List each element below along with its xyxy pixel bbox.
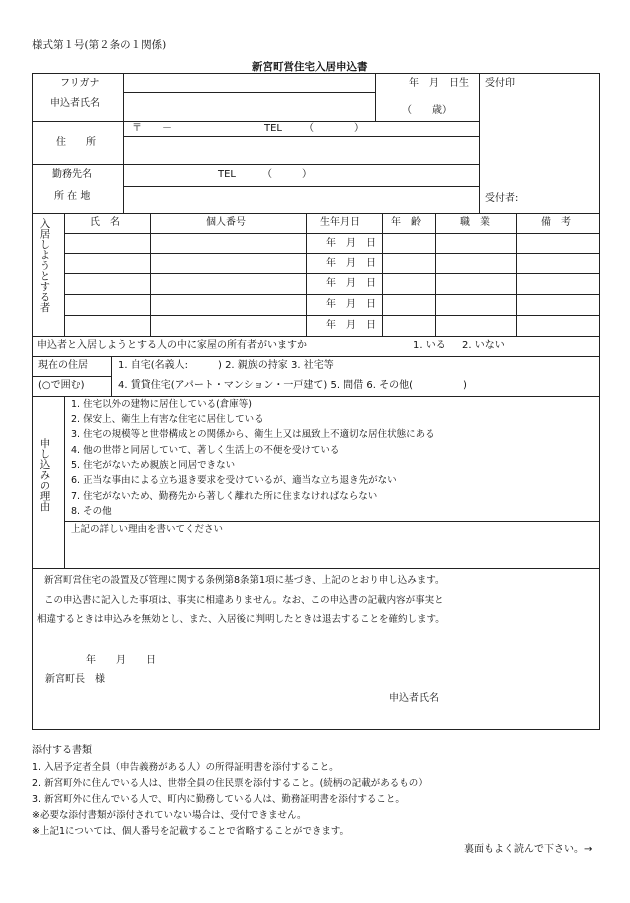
divider (382, 213, 383, 336)
current-housing-label: 現在の住居 (38, 360, 88, 371)
reason-item: 8. その他 (71, 506, 112, 517)
col-header-name: 氏 名 (90, 217, 120, 228)
divider (64, 396, 65, 568)
postal-mark: 〒 － (132, 123, 172, 134)
address-label: 住 所 (56, 137, 96, 148)
reason-item: 3. 住宅の規模等と世帯構成との関係から、衛生上又は風致上不適切な居住状態にある (71, 429, 435, 440)
residents-side-label: 入居しようとする者 (38, 218, 51, 313)
divider (32, 164, 479, 165)
row-birthdate: 年 月 日 (326, 238, 376, 249)
divider (516, 213, 517, 336)
reason-item: 6. 正当な事由による立ち退き要求を受けているが、適当な立ち退き先がない (71, 475, 397, 486)
divider (123, 73, 124, 213)
col-header-birthdate: 生年月日 (320, 217, 360, 228)
declaration-date: 年 月 日 (86, 655, 156, 666)
reason-item: 7. 住宅がないため、勤務先から著しく離れた所に住まなければならない (71, 491, 378, 502)
furigana-label: フリガナ (60, 78, 100, 89)
divider (375, 73, 376, 121)
declaration-line-1: 新宮町営住宅の設置及び管理に関する条例第8条第1項に基づき、上記のとおり申し込みます。 (44, 575, 445, 586)
address-tel-label: TEL (264, 123, 282, 134)
divider (64, 253, 600, 254)
attachment-item: 3. 新宮町外に住んでいる人で、町内に勤務している人は、勤務証明書を添付すること。 (32, 794, 405, 805)
reason-item: 1. 住宅以外の建物に居住している(倉庫等) (71, 399, 252, 410)
divider (32, 376, 111, 377)
reason-item: 4. 他の世帯と同居していて、著しく生活上の不便を受けている (71, 445, 340, 456)
col-header-remarks: 備 考 (541, 217, 571, 228)
reason-detail-prompt: 上記の詳しい理由を書いてください (71, 524, 224, 535)
work-tel-paren: （ ） (262, 169, 312, 180)
work-tel-label: TEL (218, 169, 236, 180)
housing-options-line-1: 1. 自宅(名義人: ) 2. 親族の持家 3. 社宅等 (118, 360, 334, 371)
address-tel-paren: （ ） (304, 123, 364, 134)
divider (306, 213, 307, 336)
reverse-side-note: 裏面もよく読んで下さい。→ (464, 844, 593, 855)
divider (479, 73, 480, 213)
col-header-age: 年 齢 (391, 217, 421, 228)
birthdate-label: 年 月 日生 (409, 78, 469, 89)
divider (64, 521, 600, 522)
reception-seal-label: 受付印 (485, 78, 515, 89)
divider (64, 233, 600, 234)
divider (32, 356, 600, 357)
row-birthdate: 年 月 日 (326, 320, 376, 331)
owner-option-no: 2. いない (462, 340, 505, 351)
current-housing-hint: (○で囲む) (38, 380, 85, 391)
applicant-name-label: 申込者氏名 (50, 98, 100, 109)
workplace-address-label: 所 在 地 (54, 191, 91, 202)
divider (111, 356, 112, 396)
divider (64, 315, 600, 316)
reasons-side-label: 申し込みの理由 (38, 438, 51, 512)
divider (435, 213, 436, 336)
divider (150, 213, 151, 336)
form-number: 様式第１号(第２条の１関係) (32, 39, 167, 51)
divider (64, 213, 65, 336)
row-birthdate: 年 月 日 (326, 258, 376, 269)
divider (64, 273, 600, 274)
attachments-heading: 添付する書類 (32, 745, 92, 756)
col-header-occupation: 職 業 (460, 217, 490, 228)
divider (123, 186, 479, 187)
divider (32, 121, 479, 122)
reason-item: 5. 住宅がないため親族と同居できない (71, 460, 236, 471)
declaration-line-2: この申込書に記入した事項は、事実に相違ありません。なお、この申込書の記載内容が事実と (44, 595, 444, 606)
divider (123, 136, 479, 137)
reason-item: 2. 保安上、衛生上有害な住宅に居住している (71, 414, 264, 425)
age-label: （ 歳） (402, 105, 452, 116)
owner-option-yes: 1. いる (413, 340, 446, 351)
addressee: 新宮町長 様 (45, 674, 105, 685)
signature-label: 申込者氏名 (389, 693, 439, 704)
owner-question: 申込者と入居しようとする人の中に家屋の所有者がいますか (37, 340, 307, 351)
workplace-name-label: 勤務先名 (52, 169, 92, 180)
declaration-line-3: 相違するときは申込みを無効とし、また、入居後に判明したときは退去することを確約します。 (37, 614, 445, 625)
divider (64, 294, 600, 295)
attachment-item: 2. 新宮町外に住んでいる人は、世帯全員の住民票を添付すること。(続柄の記載があるもの） (32, 778, 428, 789)
receiver-label: 受付者: (485, 193, 519, 204)
col-header-id-number: 個人番号 (206, 217, 246, 228)
divider (32, 213, 600, 214)
attachment-note: ※上記1については、個人番号を記載することで省略することができます。 (32, 826, 350, 837)
divider (123, 92, 375, 93)
divider (32, 396, 600, 397)
housing-options-line-2: 4. 賃貸住宅(アパート・マンション・一戸建て) 5. 間借 6. その他( ) (118, 380, 467, 391)
page-title: 新宮町営住宅入居申込書 (252, 61, 368, 73)
attachment-item: 1. 入居予定者全員（申告義務がある人）の所得証明書を添付すること。 (32, 762, 339, 773)
divider (32, 336, 600, 337)
row-birthdate: 年 月 日 (326, 299, 376, 310)
attachment-note: ※必要な添付書類が添付されていない場合は、受付できません。 (32, 810, 307, 821)
row-birthdate: 年 月 日 (326, 278, 376, 289)
divider (32, 568, 600, 569)
